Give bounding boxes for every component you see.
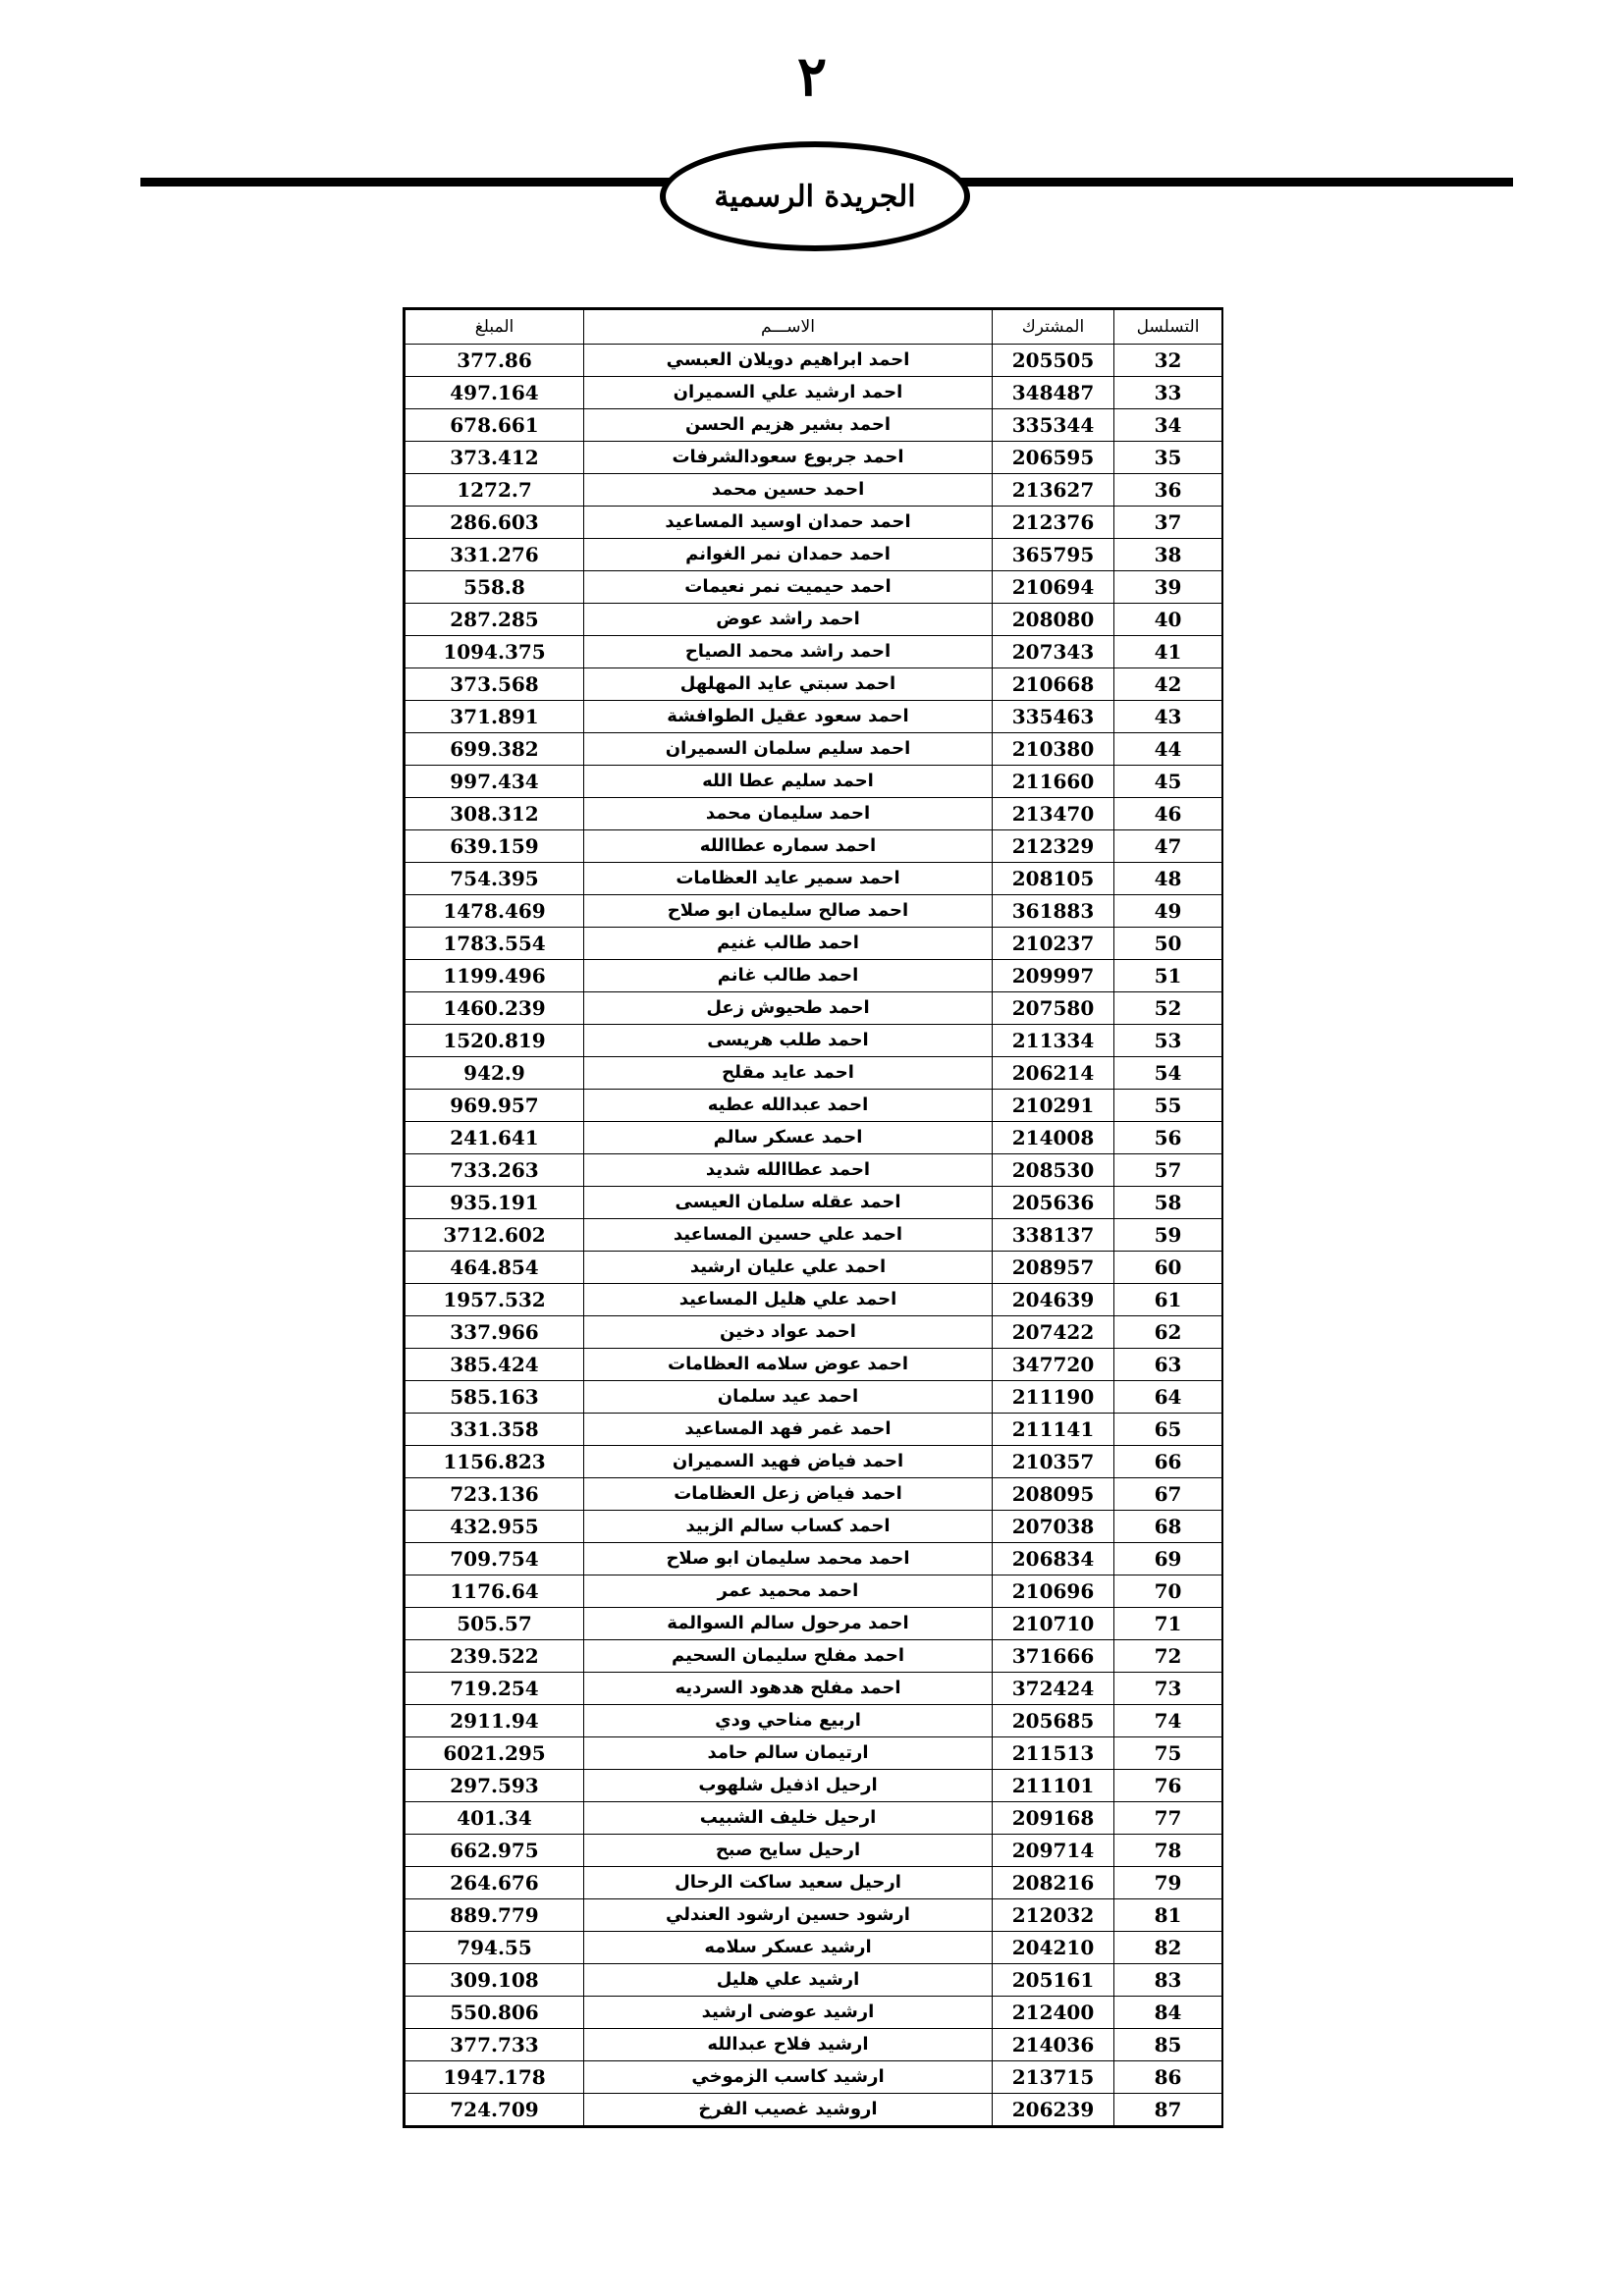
cell-amount: 505.57 bbox=[406, 1608, 584, 1640]
cell-amount: 373.412 bbox=[406, 442, 584, 474]
table-row bbox=[406, 928, 1222, 960]
cell-name: احمد راشد عوض bbox=[584, 604, 993, 636]
table-row bbox=[406, 507, 1222, 539]
cell-subscriber: 212376 bbox=[993, 507, 1114, 539]
table-row bbox=[406, 345, 1222, 377]
cell-subscriber: 210668 bbox=[993, 668, 1114, 701]
cell-amount: 1460.239 bbox=[406, 992, 584, 1025]
table-row bbox=[406, 442, 1222, 474]
table-row bbox=[406, 1349, 1222, 1381]
cell-serial: 68 bbox=[1114, 1511, 1222, 1543]
cell-subscriber: 212032 bbox=[993, 1899, 1114, 1932]
cell-subscriber: 210696 bbox=[993, 1575, 1114, 1608]
cell-name: احمد حسين محمد bbox=[584, 474, 993, 507]
cell-amount: 889.779 bbox=[406, 1899, 584, 1932]
cell-name: اربيع مناحي ودي bbox=[584, 1705, 993, 1737]
table-row bbox=[406, 1316, 1222, 1349]
cell-amount: 1957.532 bbox=[406, 1284, 584, 1316]
table-row bbox=[406, 377, 1222, 409]
cell-serial: 48 bbox=[1114, 863, 1222, 895]
cell-name: احمد سليمان محمد bbox=[584, 798, 993, 830]
cell-subscriber: 335463 bbox=[993, 701, 1114, 733]
cell-subscriber: 208530 bbox=[993, 1154, 1114, 1187]
cell-subscriber: 206214 bbox=[993, 1057, 1114, 1090]
cell-serial: 50 bbox=[1114, 928, 1222, 960]
cell-serial: 79 bbox=[1114, 1867, 1222, 1899]
cell-serial: 43 bbox=[1114, 701, 1222, 733]
cell-amount: 1783.554 bbox=[406, 928, 584, 960]
cell-subscriber: 365795 bbox=[993, 539, 1114, 571]
table-row bbox=[406, 1705, 1222, 1737]
table-header-row bbox=[406, 310, 1222, 345]
cell-serial: 73 bbox=[1114, 1673, 1222, 1705]
table-row bbox=[406, 1187, 1222, 1219]
cell-amount: 337.966 bbox=[406, 1316, 584, 1349]
cell-amount: 558.8 bbox=[406, 571, 584, 604]
cell-serial: 36 bbox=[1114, 474, 1222, 507]
cell-serial: 32 bbox=[1114, 345, 1222, 377]
cell-name: احمد سماره عطاالله bbox=[584, 830, 993, 863]
cell-amount: 241.641 bbox=[406, 1122, 584, 1154]
cell-subscriber: 208216 bbox=[993, 1867, 1114, 1899]
cell-serial: 41 bbox=[1114, 636, 1222, 668]
table-row bbox=[406, 1025, 1222, 1057]
cell-subscriber: 212400 bbox=[993, 1997, 1114, 2029]
cell-serial: 49 bbox=[1114, 895, 1222, 928]
table-row bbox=[406, 766, 1222, 798]
cell-amount: 287.285 bbox=[406, 604, 584, 636]
table-row bbox=[406, 1057, 1222, 1090]
cell-amount: 377.86 bbox=[406, 345, 584, 377]
cell-name: احمد سمير عايد العظامات bbox=[584, 863, 993, 895]
cell-amount: 1520.819 bbox=[406, 1025, 584, 1057]
cell-amount: 1272.7 bbox=[406, 474, 584, 507]
cell-name: ارحيل سايح صبح bbox=[584, 1835, 993, 1867]
table-row bbox=[406, 1575, 1222, 1608]
cell-subscriber: 213470 bbox=[993, 798, 1114, 830]
table-row bbox=[406, 1932, 1222, 1964]
cell-serial: 63 bbox=[1114, 1349, 1222, 1381]
table-row bbox=[406, 1543, 1222, 1575]
cell-name: ارتيمان سالم حامد bbox=[584, 1737, 993, 1770]
header-serial: التسلسل bbox=[1114, 310, 1222, 345]
cell-subscriber: 210237 bbox=[993, 928, 1114, 960]
cell-subscriber: 210357 bbox=[993, 1446, 1114, 1478]
cell-serial: 78 bbox=[1114, 1835, 1222, 1867]
table-row bbox=[406, 1219, 1222, 1252]
cell-serial: 86 bbox=[1114, 2061, 1222, 2094]
subscribers-table-container bbox=[403, 307, 1223, 2128]
cell-subscriber: 371666 bbox=[993, 1640, 1114, 1673]
cell-subscriber: 205161 bbox=[993, 1964, 1114, 1997]
cell-name: احمد ارشيد علي السميران bbox=[584, 377, 993, 409]
cell-name: احمد عواد دخين bbox=[584, 1316, 993, 1349]
table-row bbox=[406, 1867, 1222, 1899]
cell-name: احمد عسكر سالم bbox=[584, 1122, 993, 1154]
cell-subscriber: 204639 bbox=[993, 1284, 1114, 1316]
cell-name: اروشيد غصيب الفرخ bbox=[584, 2094, 993, 2126]
cell-subscriber: 207422 bbox=[993, 1316, 1114, 1349]
cell-amount: 239.522 bbox=[406, 1640, 584, 1673]
table-row bbox=[406, 798, 1222, 830]
cell-serial: 56 bbox=[1114, 1122, 1222, 1154]
table-row bbox=[406, 2094, 1222, 2126]
cell-subscriber: 206595 bbox=[993, 442, 1114, 474]
table-row bbox=[406, 1640, 1222, 1673]
cell-subscriber: 211101 bbox=[993, 1770, 1114, 1802]
cell-amount: 723.136 bbox=[406, 1478, 584, 1511]
cell-subscriber: 208080 bbox=[993, 604, 1114, 636]
cell-serial: 87 bbox=[1114, 2094, 1222, 2126]
cell-name: احمد مفلح هدهود السرديه bbox=[584, 1673, 993, 1705]
cell-serial: 40 bbox=[1114, 604, 1222, 636]
cell-serial: 53 bbox=[1114, 1025, 1222, 1057]
cell-subscriber: 211141 bbox=[993, 1414, 1114, 1446]
cell-amount: 371.891 bbox=[406, 701, 584, 733]
cell-amount: 969.957 bbox=[406, 1090, 584, 1122]
cell-serial: 65 bbox=[1114, 1414, 1222, 1446]
cell-name: احمد عوض سلامه العظامات bbox=[584, 1349, 993, 1381]
cell-serial: 66 bbox=[1114, 1446, 1222, 1478]
cell-serial: 42 bbox=[1114, 668, 1222, 701]
cell-amount: 1947.178 bbox=[406, 2061, 584, 2094]
header-subscriber: المشترك bbox=[993, 310, 1114, 345]
cell-serial: 82 bbox=[1114, 1932, 1222, 1964]
cell-amount: 373.568 bbox=[406, 668, 584, 701]
cell-amount: 1478.469 bbox=[406, 895, 584, 928]
cell-amount: 942.9 bbox=[406, 1057, 584, 1090]
cell-name: احمد بشير هزيم الحسن bbox=[584, 409, 993, 442]
cell-subscriber: 207343 bbox=[993, 636, 1114, 668]
table-row bbox=[406, 1608, 1222, 1640]
cell-amount: 1094.375 bbox=[406, 636, 584, 668]
cell-subscriber: 347720 bbox=[993, 1349, 1114, 1381]
table-row bbox=[406, 1997, 1222, 2029]
cell-name: احمد علي عليان ارشيد bbox=[584, 1252, 993, 1284]
cell-subscriber: 206834 bbox=[993, 1543, 1114, 1575]
cell-amount: 935.191 bbox=[406, 1187, 584, 1219]
table-row bbox=[406, 1835, 1222, 1867]
subscribers-table bbox=[405, 309, 1222, 2126]
cell-subscriber: 338137 bbox=[993, 1219, 1114, 1252]
cell-serial: 74 bbox=[1114, 1705, 1222, 1737]
table-row bbox=[406, 1673, 1222, 1705]
cell-name: احمد ابراهيم دويلان العبسي bbox=[584, 345, 993, 377]
cell-serial: 76 bbox=[1114, 1770, 1222, 1802]
cell-subscriber: 214036 bbox=[993, 2029, 1114, 2061]
cell-serial: 83 bbox=[1114, 1964, 1222, 1997]
cell-amount: 309.108 bbox=[406, 1964, 584, 1997]
table-row bbox=[406, 1414, 1222, 1446]
cell-amount: 754.395 bbox=[406, 863, 584, 895]
cell-amount: 639.159 bbox=[406, 830, 584, 863]
cell-amount: 331.358 bbox=[406, 1414, 584, 1446]
table-row bbox=[406, 1770, 1222, 1802]
cell-amount: 678.661 bbox=[406, 409, 584, 442]
cell-subscriber: 211334 bbox=[993, 1025, 1114, 1057]
cell-name: احمد طلب هريسى bbox=[584, 1025, 993, 1057]
cell-serial: 37 bbox=[1114, 507, 1222, 539]
cell-name: احمد عايد مقلح bbox=[584, 1057, 993, 1090]
cell-amount: 585.163 bbox=[406, 1381, 584, 1414]
cell-amount: 997.434 bbox=[406, 766, 584, 798]
table-row bbox=[406, 2029, 1222, 2061]
cell-serial: 54 bbox=[1114, 1057, 1222, 1090]
cell-serial: 85 bbox=[1114, 2029, 1222, 2061]
cell-name: احمد عطاالله شديد bbox=[584, 1154, 993, 1187]
cell-amount: 264.676 bbox=[406, 1867, 584, 1899]
table-row bbox=[406, 636, 1222, 668]
cell-serial: 61 bbox=[1114, 1284, 1222, 1316]
cell-serial: 62 bbox=[1114, 1316, 1222, 1349]
cell-serial: 47 bbox=[1114, 830, 1222, 863]
cell-name: احمد مفلح سليمان السحيم bbox=[584, 1640, 993, 1673]
cell-subscriber: 361883 bbox=[993, 895, 1114, 928]
cell-name: احمد عقله سلمان العيسى bbox=[584, 1187, 993, 1219]
cell-serial: 33 bbox=[1114, 377, 1222, 409]
cell-serial: 81 bbox=[1114, 1899, 1222, 1932]
cell-serial: 77 bbox=[1114, 1802, 1222, 1835]
cell-subscriber: 208105 bbox=[993, 863, 1114, 895]
table-row bbox=[406, 474, 1222, 507]
cell-name: احمد علي حسين المساعيد bbox=[584, 1219, 993, 1252]
table-body bbox=[406, 345, 1222, 2126]
cell-amount: 724.709 bbox=[406, 2094, 584, 2126]
table-row bbox=[406, 571, 1222, 604]
cell-amount: 709.754 bbox=[406, 1543, 584, 1575]
cell-name: ارشود حسين ارشود العندلي bbox=[584, 1899, 993, 1932]
cell-subscriber: 210291 bbox=[993, 1090, 1114, 1122]
cell-serial: 52 bbox=[1114, 992, 1222, 1025]
cell-serial: 60 bbox=[1114, 1252, 1222, 1284]
cell-amount: 401.34 bbox=[406, 1802, 584, 1835]
cell-name: ارشيد علي هليل bbox=[584, 1964, 993, 1997]
cell-subscriber: 205636 bbox=[993, 1187, 1114, 1219]
header-title: الجريدة الرسمية bbox=[714, 179, 916, 214]
cell-subscriber: 207580 bbox=[993, 992, 1114, 1025]
cell-name: ارحيل اذفيل شلهوب bbox=[584, 1770, 993, 1802]
cell-serial: 46 bbox=[1114, 798, 1222, 830]
cell-name: ارشيد عوضى ارشيد bbox=[584, 1997, 993, 2029]
cell-serial: 84 bbox=[1114, 1997, 1222, 2029]
cell-name: احمد عبدالله عطيه bbox=[584, 1090, 993, 1122]
cell-name: احمد حيميت نمر نعيمات bbox=[584, 571, 993, 604]
cell-name: احمد فياض فهيد السميران bbox=[584, 1446, 993, 1478]
cell-serial: 69 bbox=[1114, 1543, 1222, 1575]
cell-name: ارحيل سعيد ساكت الرحال bbox=[584, 1867, 993, 1899]
cell-amount: 794.55 bbox=[406, 1932, 584, 1964]
cell-name: احمد طحيوش زعل bbox=[584, 992, 993, 1025]
cell-subscriber: 208095 bbox=[993, 1478, 1114, 1511]
table-row bbox=[406, 604, 1222, 636]
cell-subscriber: 372424 bbox=[993, 1673, 1114, 1705]
table-row bbox=[406, 1090, 1222, 1122]
cell-amount: 464.854 bbox=[406, 1252, 584, 1284]
cell-name: احمد طالب غنيم bbox=[584, 928, 993, 960]
cell-amount: 1156.823 bbox=[406, 1446, 584, 1478]
table-row bbox=[406, 960, 1222, 992]
cell-subscriber: 205685 bbox=[993, 1705, 1114, 1737]
cell-name: احمد محميد عمر bbox=[584, 1575, 993, 1608]
cell-serial: 57 bbox=[1114, 1154, 1222, 1187]
table-row bbox=[406, 1446, 1222, 1478]
cell-name: احمد جربوع سعودالشرفات bbox=[584, 442, 993, 474]
cell-serial: 58 bbox=[1114, 1187, 1222, 1219]
header-title-oval bbox=[660, 141, 970, 251]
table-row bbox=[406, 733, 1222, 766]
cell-name: احمد سعود عقيل الطوافشة bbox=[584, 701, 993, 733]
table-row bbox=[406, 409, 1222, 442]
table-row bbox=[406, 701, 1222, 733]
cell-name: احمد صالح سليمان ابو صلاح bbox=[584, 895, 993, 928]
cell-serial: 34 bbox=[1114, 409, 1222, 442]
cell-serial: 59 bbox=[1114, 1219, 1222, 1252]
page-number: ٢ bbox=[796, 44, 828, 109]
cell-subscriber: 209997 bbox=[993, 960, 1114, 992]
cell-subscriber: 212329 bbox=[993, 830, 1114, 863]
cell-name: احمد سليم عطا الله bbox=[584, 766, 993, 798]
cell-amount: 1176.64 bbox=[406, 1575, 584, 1608]
cell-subscriber: 207038 bbox=[993, 1511, 1114, 1543]
cell-name: احمد علي هليل المساعيد bbox=[584, 1284, 993, 1316]
cell-amount: 432.955 bbox=[406, 1511, 584, 1543]
cell-subscriber: 348487 bbox=[993, 377, 1114, 409]
cell-name: احمد فياض زعل العظامات bbox=[584, 1478, 993, 1511]
cell-amount: 2911.94 bbox=[406, 1705, 584, 1737]
table-row bbox=[406, 1964, 1222, 1997]
cell-name: ارشيد فلاح عبدالله bbox=[584, 2029, 993, 2061]
cell-subscriber: 208957 bbox=[993, 1252, 1114, 1284]
cell-serial: 70 bbox=[1114, 1575, 1222, 1608]
table-row bbox=[406, 539, 1222, 571]
cell-name: احمد عيد سلمان bbox=[584, 1381, 993, 1414]
cell-subscriber: 211513 bbox=[993, 1737, 1114, 1770]
cell-serial: 44 bbox=[1114, 733, 1222, 766]
table-row bbox=[406, 1154, 1222, 1187]
table-row bbox=[406, 830, 1222, 863]
table-row bbox=[406, 1802, 1222, 1835]
cell-amount: 297.593 bbox=[406, 1770, 584, 1802]
table-row bbox=[406, 1252, 1222, 1284]
cell-subscriber: 214008 bbox=[993, 1122, 1114, 1154]
table-row bbox=[406, 1381, 1222, 1414]
table-row bbox=[406, 2061, 1222, 2094]
cell-subscriber: 213627 bbox=[993, 474, 1114, 507]
cell-serial: 64 bbox=[1114, 1381, 1222, 1414]
cell-name: احمد سليم سلمان السميران bbox=[584, 733, 993, 766]
cell-name: احمد كساب سالم الزبيد bbox=[584, 1511, 993, 1543]
cell-name: احمد مرحول سالم السوالمة bbox=[584, 1608, 993, 1640]
table-row bbox=[406, 863, 1222, 895]
cell-amount: 286.603 bbox=[406, 507, 584, 539]
cell-subscriber: 210710 bbox=[993, 1608, 1114, 1640]
cell-amount: 662.975 bbox=[406, 1835, 584, 1867]
cell-amount: 331.276 bbox=[406, 539, 584, 571]
cell-name: احمد محمد سليمان ابو صلاح bbox=[584, 1543, 993, 1575]
cell-amount: 6021.295 bbox=[406, 1737, 584, 1770]
header-name: الاســـم bbox=[584, 310, 993, 345]
cell-serial: 71 bbox=[1114, 1608, 1222, 1640]
table-row bbox=[406, 1899, 1222, 1932]
header-amount: المبلغ bbox=[406, 310, 584, 345]
table-row bbox=[406, 1737, 1222, 1770]
cell-serial: 75 bbox=[1114, 1737, 1222, 1770]
cell-name: احمد حمدان اوسيد المساعيد bbox=[584, 507, 993, 539]
cell-serial: 55 bbox=[1114, 1090, 1222, 1122]
table-row bbox=[406, 1478, 1222, 1511]
cell-amount: 385.424 bbox=[406, 1349, 584, 1381]
cell-name: احمد غمر فهد المساعيد bbox=[584, 1414, 993, 1446]
cell-name: احمد حمدان نمر الغوانم bbox=[584, 539, 993, 571]
cell-name: ارحيل خليف الشبيب bbox=[584, 1802, 993, 1835]
cell-name: احمد سبتي عايد المهلهل bbox=[584, 668, 993, 701]
cell-subscriber: 213715 bbox=[993, 2061, 1114, 2094]
cell-amount: 308.312 bbox=[406, 798, 584, 830]
cell-serial: 72 bbox=[1114, 1640, 1222, 1673]
table-row bbox=[406, 1511, 1222, 1543]
cell-name: احمد طالب غانم bbox=[584, 960, 993, 992]
table-row bbox=[406, 992, 1222, 1025]
table-row bbox=[406, 1284, 1222, 1316]
cell-amount: 719.254 bbox=[406, 1673, 584, 1705]
cell-serial: 39 bbox=[1114, 571, 1222, 604]
cell-subscriber: 211660 bbox=[993, 766, 1114, 798]
cell-subscriber: 209714 bbox=[993, 1835, 1114, 1867]
cell-subscriber: 335344 bbox=[993, 409, 1114, 442]
cell-subscriber: 210380 bbox=[993, 733, 1114, 766]
cell-subscriber: 205505 bbox=[993, 345, 1114, 377]
cell-subscriber: 210694 bbox=[993, 571, 1114, 604]
cell-amount: 733.263 bbox=[406, 1154, 584, 1187]
cell-serial: 35 bbox=[1114, 442, 1222, 474]
cell-serial: 45 bbox=[1114, 766, 1222, 798]
cell-amount: 550.806 bbox=[406, 1997, 584, 2029]
cell-serial: 67 bbox=[1114, 1478, 1222, 1511]
cell-name: ارشيد عسكر سلامه bbox=[584, 1932, 993, 1964]
cell-name: احمد راشد محمد الصياح bbox=[584, 636, 993, 668]
cell-serial: 51 bbox=[1114, 960, 1222, 992]
cell-serial: 38 bbox=[1114, 539, 1222, 571]
cell-name: ارشيد كاسب الزموخي bbox=[584, 2061, 993, 2094]
cell-subscriber: 204210 bbox=[993, 1932, 1114, 1964]
cell-amount: 3712.602 bbox=[406, 1219, 584, 1252]
cell-subscriber: 211190 bbox=[993, 1381, 1114, 1414]
cell-subscriber: 209168 bbox=[993, 1802, 1114, 1835]
table-row bbox=[406, 895, 1222, 928]
cell-subscriber: 206239 bbox=[993, 2094, 1114, 2126]
cell-amount: 497.164 bbox=[406, 377, 584, 409]
table-row bbox=[406, 668, 1222, 701]
cell-amount: 1199.496 bbox=[406, 960, 584, 992]
cell-amount: 699.382 bbox=[406, 733, 584, 766]
table-row bbox=[406, 1122, 1222, 1154]
cell-amount: 377.733 bbox=[406, 2029, 584, 2061]
